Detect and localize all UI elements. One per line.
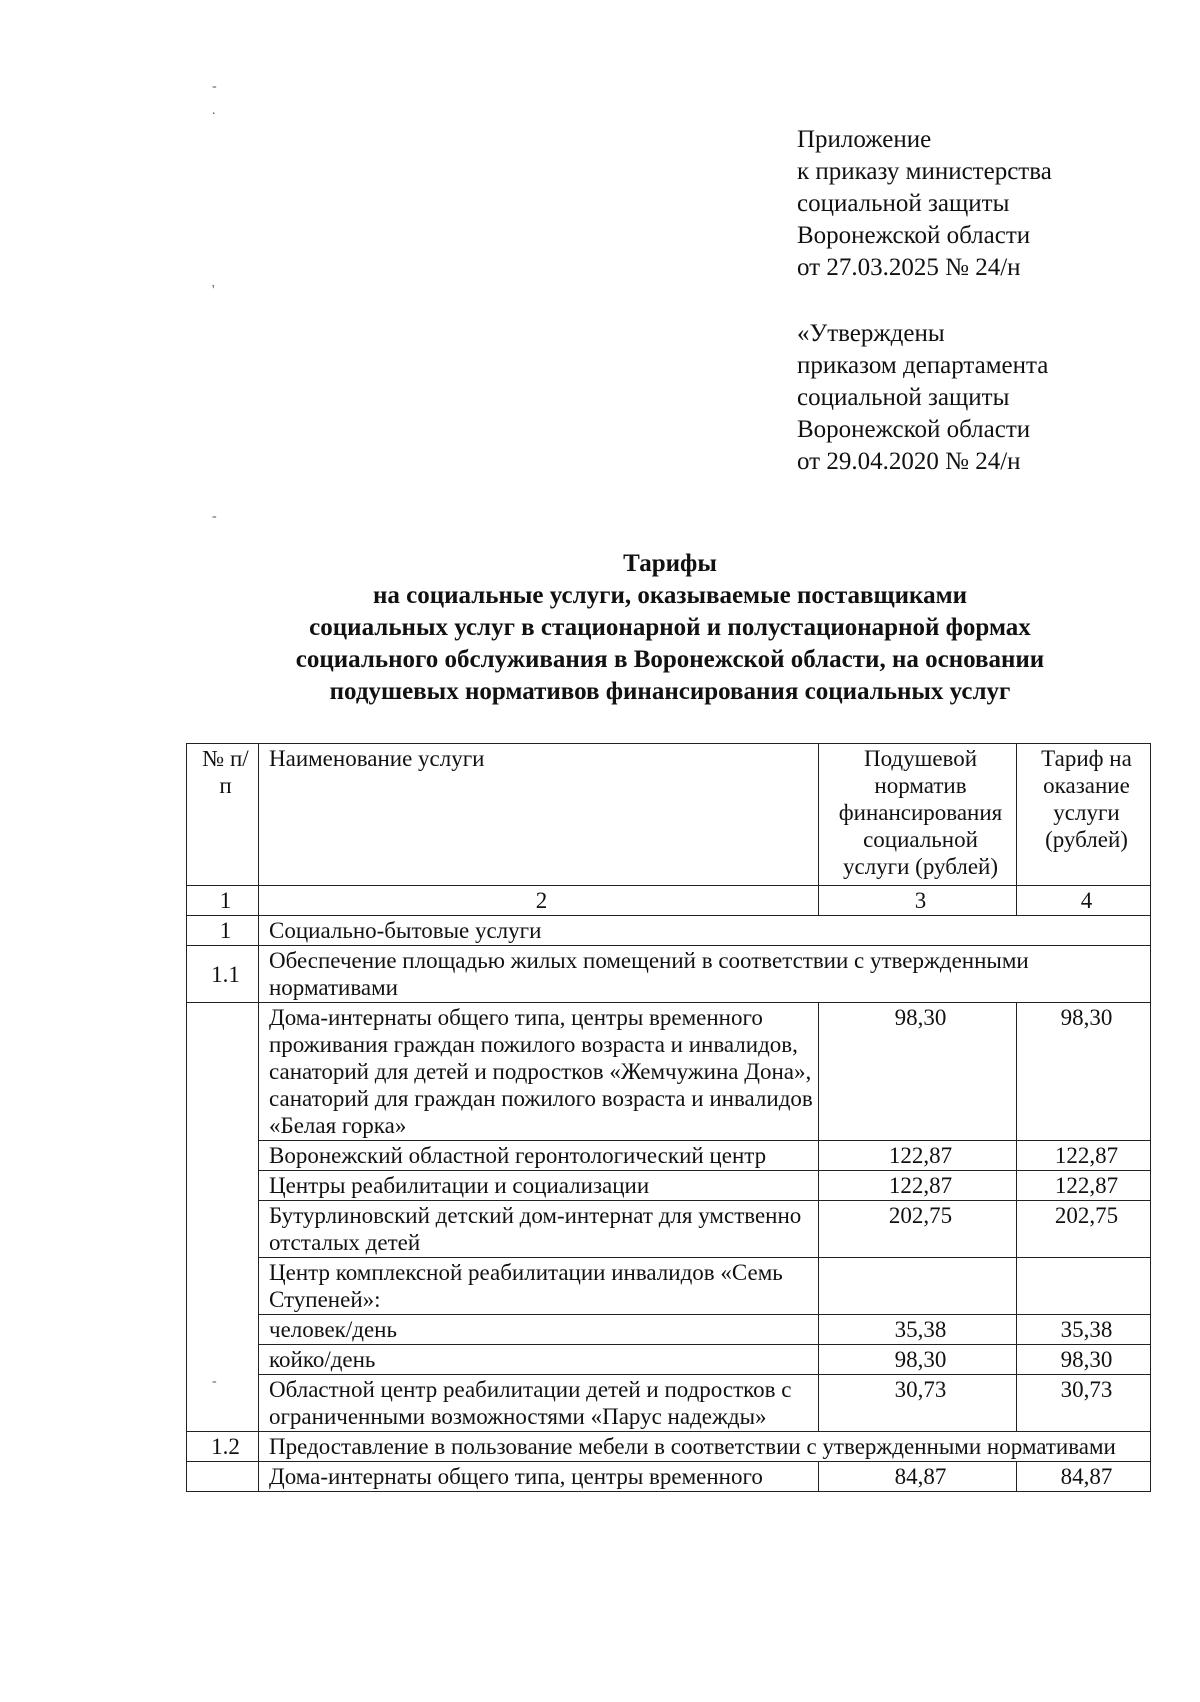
title-line: социальных услуг в стационарной и полустационарной формах bbox=[309, 614, 1031, 641]
row-name: Бутурлиновский детский дом-интернат для умственно отсталых детей bbox=[259, 1201, 819, 1258]
row-tariff: 30,73 bbox=[1017, 1375, 1151, 1432]
row-norm: 35,38 bbox=[819, 1315, 1017, 1345]
row-tariff: 122,87 bbox=[1017, 1141, 1151, 1171]
appendix-block bbox=[797, 124, 1157, 284]
row-norm: 122,87 bbox=[819, 1171, 1017, 1201]
row-num: 1 bbox=[187, 916, 259, 946]
appendix-line: от 27.03.2025 № 24/н bbox=[797, 254, 1021, 281]
row-name: Центр комплексной реабилитации инвалидов «Семь Ступеней»: bbox=[259, 1258, 819, 1315]
row-tariff bbox=[1017, 1258, 1151, 1315]
approval-line: «Утверждены bbox=[797, 320, 945, 347]
row-tariff: 35,38 bbox=[1017, 1315, 1151, 1345]
row-num bbox=[187, 1003, 259, 1432]
row-tariff: 202,75 bbox=[1017, 1201, 1151, 1258]
row-name: Областной центр реабилитации детей и подростков с ограниченными возможностями «Парус надежды» bbox=[259, 1375, 819, 1432]
table-row bbox=[187, 1375, 1151, 1432]
header-num: № п/п bbox=[187, 744, 259, 886]
row-name: Воронежский областной геронтологический центр bbox=[259, 1141, 819, 1171]
title-line: на социальные услуги, оказываемые поставщиками bbox=[372, 582, 968, 609]
table-row bbox=[187, 1201, 1151, 1258]
row-norm: 98,30 bbox=[819, 1003, 1017, 1141]
scan-mark: - bbox=[212, 1374, 217, 1389]
table-row bbox=[187, 1315, 1151, 1345]
table-row bbox=[187, 1003, 1151, 1141]
tariffs-table bbox=[186, 743, 1151, 1492]
row-num bbox=[187, 1462, 259, 1492]
table-row bbox=[187, 1171, 1151, 1201]
row-tariff: 98,30 bbox=[1017, 1003, 1151, 1141]
table-row bbox=[187, 1462, 1151, 1492]
document-title bbox=[190, 548, 1150, 708]
table-header-row bbox=[187, 744, 1151, 886]
row-norm: 98,30 bbox=[819, 1345, 1017, 1375]
table-row bbox=[187, 946, 1151, 1003]
approval-line: от 29.04.2020 № 24/н bbox=[797, 448, 1021, 475]
row-norm: 122,87 bbox=[819, 1141, 1017, 1171]
table-row bbox=[187, 1432, 1151, 1462]
row-tariff: 98,30 bbox=[1017, 1345, 1151, 1375]
approval-block bbox=[797, 318, 1157, 478]
row-tariff: 84,87 bbox=[1017, 1462, 1151, 1492]
table-row bbox=[187, 1345, 1151, 1375]
title-line: подушевых нормативов финансирования социальных услуг bbox=[329, 678, 1011, 705]
section-name: Социально-бытовые услуги bbox=[259, 916, 1151, 946]
row-norm: 30,73 bbox=[819, 1375, 1017, 1432]
column-number: 4 bbox=[1017, 886, 1151, 916]
row-norm bbox=[819, 1258, 1017, 1315]
header-tariff: Тариф на оказание услуги (рублей) bbox=[1017, 744, 1151, 886]
appendix-line: к приказу министерства bbox=[797, 158, 1052, 185]
header-norm: Подушевой норматив финансирования социальной услуги (рублей) bbox=[819, 744, 1017, 886]
column-number-row bbox=[187, 886, 1151, 916]
table-row bbox=[187, 916, 1151, 946]
scan-mark: - bbox=[212, 79, 217, 94]
scan-mark: - bbox=[212, 509, 217, 524]
header-name: Наименование услуги bbox=[259, 744, 819, 886]
appendix-line: социальной защиты bbox=[797, 190, 1010, 217]
row-tariff: 122,87 bbox=[1017, 1171, 1151, 1201]
section-name: Обеспечение площадью жилых помещений в соответствии с утвержденными нормативами bbox=[259, 946, 1151, 1003]
row-name: Дома-интернаты общего типа, центры временного bbox=[259, 1462, 819, 1492]
row-norm: 84,87 bbox=[819, 1462, 1017, 1492]
section-name: Предоставление в пользование мебели в соответствии с утвержденными нормативами bbox=[259, 1432, 1151, 1462]
row-num: 1.2 bbox=[187, 1432, 259, 1462]
appendix-line: Воронежской области bbox=[797, 222, 1031, 249]
scan-mark: ' bbox=[212, 283, 215, 298]
approval-line: социальной защиты bbox=[797, 384, 1010, 411]
approval-line: приказом департамента bbox=[797, 352, 1049, 379]
row-name: Дома-интернаты общего типа, центры временного проживания граждан пожилого возраста и инвалидов, санаторий для детей и подростков «Жемчужина Дона», санаторий для граждан пожилого возраста и инвалидов «Белая горка» bbox=[259, 1003, 819, 1141]
approval-line: Воронежской области bbox=[797, 416, 1031, 443]
row-name: Центры реабилитации и социализации bbox=[259, 1171, 819, 1201]
title-line: Тарифы bbox=[623, 550, 717, 577]
appendix-line: Приложение bbox=[797, 126, 932, 153]
row-name: койко/день bbox=[259, 1345, 819, 1375]
column-number: 3 bbox=[819, 886, 1017, 916]
row-norm: 202,75 bbox=[819, 1201, 1017, 1258]
column-number: 1 bbox=[187, 886, 259, 916]
scan-mark: . bbox=[212, 103, 216, 118]
table-row bbox=[187, 1258, 1151, 1315]
column-number: 2 bbox=[259, 886, 819, 916]
row-name: человек/день bbox=[259, 1315, 819, 1345]
row-num: 1.1 bbox=[187, 946, 259, 1003]
title-line: социального обслуживания в Воронежской области, на основании bbox=[295, 646, 1045, 673]
table-row bbox=[187, 1141, 1151, 1171]
